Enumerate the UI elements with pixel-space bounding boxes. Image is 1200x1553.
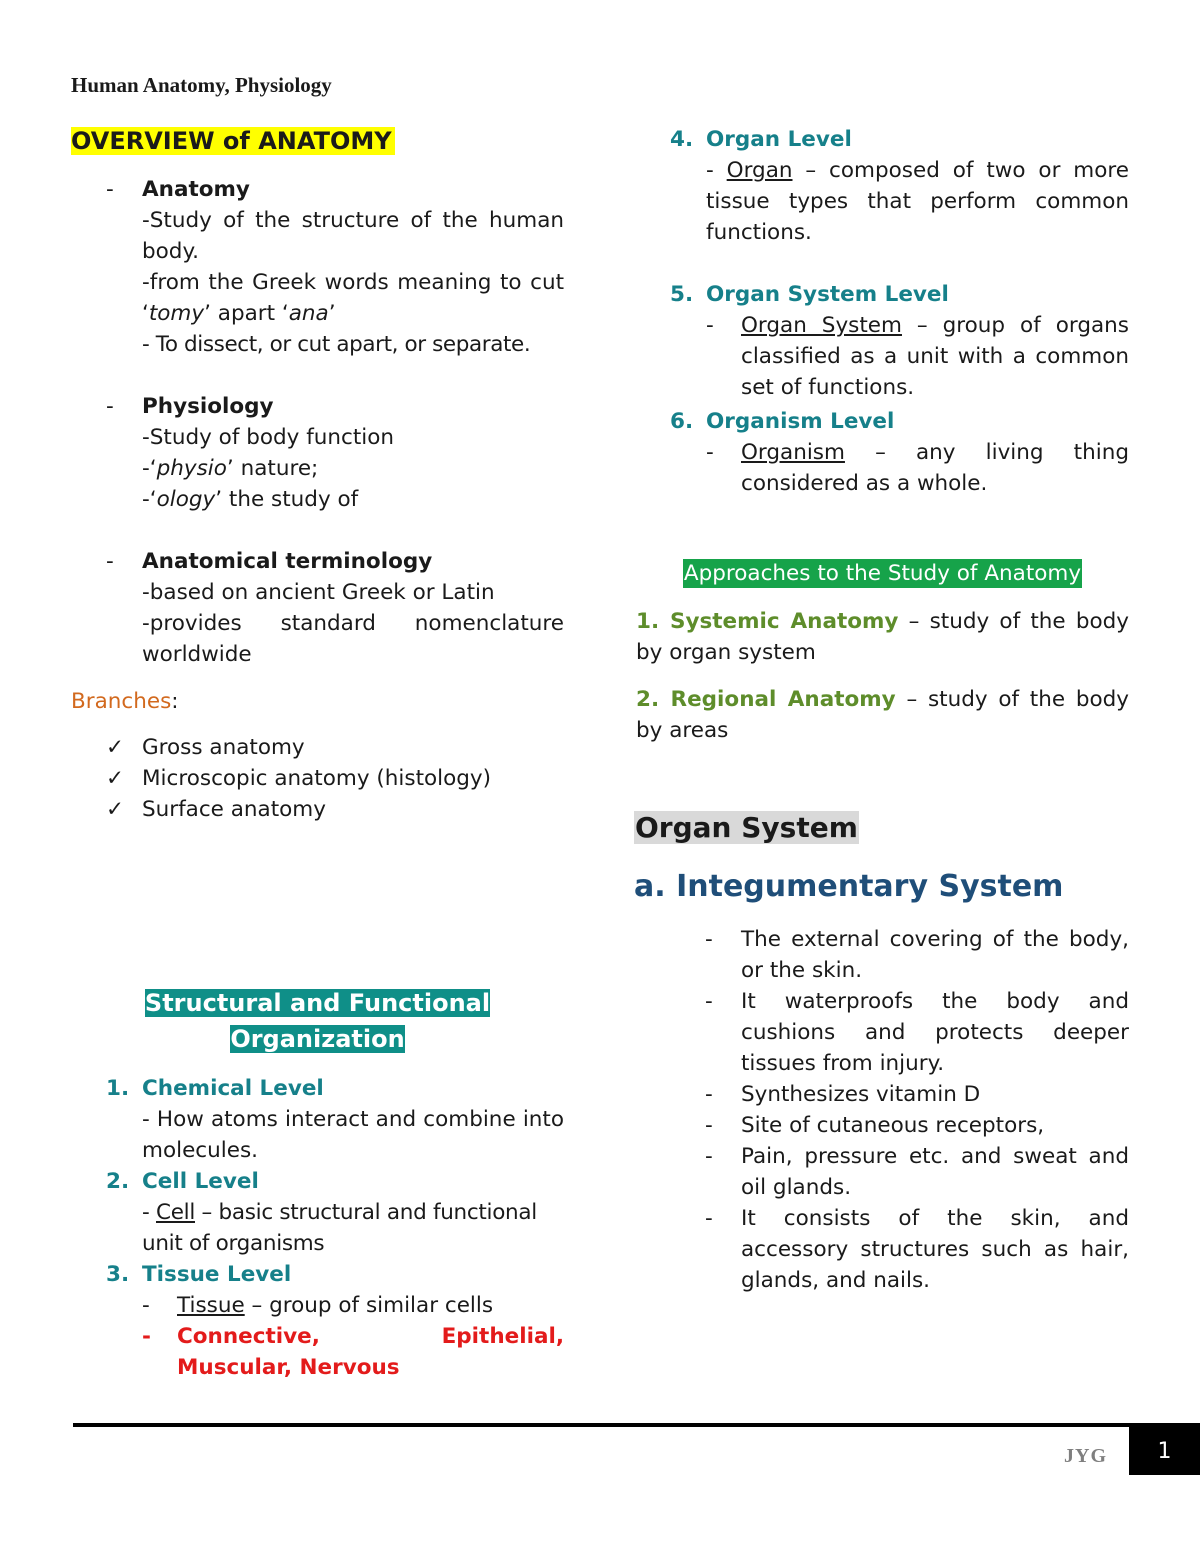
terminology-origin: -based on ancient Greek or Latin [142, 580, 495, 605]
organism-definition: - Organism – any living thing considered as a whole. [706, 440, 1129, 496]
organ-level-title: Organ Level [706, 127, 852, 152]
physiology-block [71, 391, 564, 515]
list-item: - Synthesizes vitamin D [705, 1082, 981, 1107]
branch-item: ✓ Surface anatomy [71, 794, 564, 825]
bullet-dash: - [106, 394, 114, 419]
organ-system-term: Organ System [741, 313, 902, 338]
systemic-anatomy-label: 1. Systemic Anatomy [636, 609, 899, 634]
list-item: - The external covering of the body, or the skin. [705, 927, 1129, 983]
document-header: Human Anatomy, Physiology [71, 73, 332, 97]
tomy-word: tomy [148, 301, 205, 326]
bullet-dash: - [106, 549, 114, 574]
organism-level: 6. Organism Level - Organism – any living thing considered as a whole. [670, 406, 1129, 499]
regional-anatomy-label: 2. Regional Anatomy [636, 687, 896, 712]
organ-level-desc: - Organ – composed of two or more tissue types that perform common functions. [706, 158, 1129, 245]
integumentary-heading: a. Integumentary System [634, 869, 1064, 904]
chemical-level-title: Chemical Level [142, 1076, 324, 1101]
organ-system-level: 5. Organ System Level - Organ System – group of organs classified as a unit with a common set of functions. [670, 279, 1129, 403]
left-column [71, 124, 564, 825]
list-item: - Pain, pressure etc. and sweat and oil glands. [705, 1144, 1129, 1200]
integumentary-list [705, 924, 1129, 1296]
checkmark-icon: ✓ [106, 766, 125, 791]
cell-term: Cell [156, 1200, 195, 1225]
branch-item: ✓ Gross anatomy [71, 732, 564, 763]
tissue-level: 3. Tissue Level - Tissue – group of similar cells - Connective, Epithelial, Muscular, Nervous [106, 1259, 564, 1383]
anatomy-term: Anatomy [142, 177, 250, 202]
cell-level: 2. Cell Level - Cell – basic structural and functional unit of organisms [106, 1166, 564, 1259]
checkmark-icon: ✓ [106, 797, 125, 822]
list-item: - Site of cutaneous receptors, [705, 1113, 1045, 1138]
tissue-term: Tissue [177, 1293, 245, 1318]
levels-list-left [106, 1073, 564, 1383]
physio-etymology: -‘physio’ nature; [142, 456, 319, 481]
organism-term: Organism [741, 440, 845, 465]
approaches-heading [636, 558, 1129, 589]
list-item: - It waterproofs the body and cushions and protects deeper tissues from injury. [705, 989, 1129, 1076]
ology-etymology: -‘ology’ the study of [142, 487, 359, 512]
systemic-anatomy: 1. Systemic Anatomy – study of the body by organ system [636, 609, 1129, 665]
overview-heading [71, 124, 564, 160]
page-number-box [1129, 1427, 1200, 1475]
footer-initials: JYG [1064, 1445, 1107, 1467]
ana-word: ana [288, 301, 329, 326]
structural-heading-line1: Structural and Functional [144, 989, 491, 1017]
levels-list-right [670, 124, 1129, 499]
ology-word: ology [156, 487, 216, 512]
anatomy-block [71, 174, 564, 360]
list-item: - It consists of the skin, and accessory structures such as hair, glands, and nails. [705, 1206, 1129, 1293]
bullet-dash: - [106, 177, 114, 202]
physiology-term: Physiology [142, 394, 274, 419]
cell-level-desc: - Cell – basic structural and functional unit of organisms [142, 1200, 537, 1256]
organism-level-title: Organism Level [706, 409, 895, 434]
overview-heading-text: OVERVIEW of ANATOMY [71, 127, 395, 155]
structural-heading-line2: Organization [230, 1025, 405, 1053]
branches-label: Branches: [71, 689, 179, 714]
regional-anatomy: 2. Regional Anatomy – study of the body by areas [636, 687, 1129, 743]
tissue-types: - Connective, Epithelial, Muscular, Nervous [142, 1324, 564, 1380]
tissue-level-title: Tissue Level [142, 1262, 292, 1287]
branches-list [71, 732, 564, 825]
organ-system-definition: - Organ System – group of organs classified as a unit with a common set of functions. [706, 313, 1129, 400]
terminology-term: Anatomical terminology [142, 549, 433, 574]
chemical-level-desc: - How atoms interact and combine into molecules. [142, 1107, 564, 1163]
anatomy-etymology: -from the Greek words meaning to cut ‘tomy’ apart ‘ana’ [142, 270, 564, 326]
footer-rule [73, 1423, 1200, 1427]
terminology-block [71, 546, 564, 670]
anatomy-definition: -Study of the structure of the human body. [142, 208, 564, 264]
organ-system-heading: Organ System [635, 811, 858, 844]
approaches-heading-text: Approaches to the Study of Anatomy [683, 561, 1082, 586]
cell-level-title: Cell Level [142, 1169, 259, 1194]
terminology-nomenclature: -provides standard nomenclature worldwide [142, 611, 564, 667]
physiology-definition: -Study of body function [142, 425, 395, 450]
structural-heading [71, 985, 564, 1057]
organ-system-level-title: Organ System Level [706, 282, 949, 307]
branch-item: ✓ Microscopic anatomy (histology) [71, 763, 564, 794]
checkmark-icon: ✓ [106, 735, 125, 760]
page-number: 1 [1157, 1439, 1172, 1464]
anatomy-dissect: - To dissect, or cut apart, or separate. [142, 332, 531, 357]
tissue-definition: - Tissue – group of similar cells [142, 1293, 494, 1318]
organ-term: Organ [726, 158, 793, 183]
physio-word: physio [156, 456, 227, 481]
organ-level: 4. Organ Level - Organ – composed of two or more tissue types that perform common functions. [670, 124, 1129, 248]
chemical-level: 1. Chemical Level - How atoms interact and combine into molecules. [106, 1073, 564, 1166]
